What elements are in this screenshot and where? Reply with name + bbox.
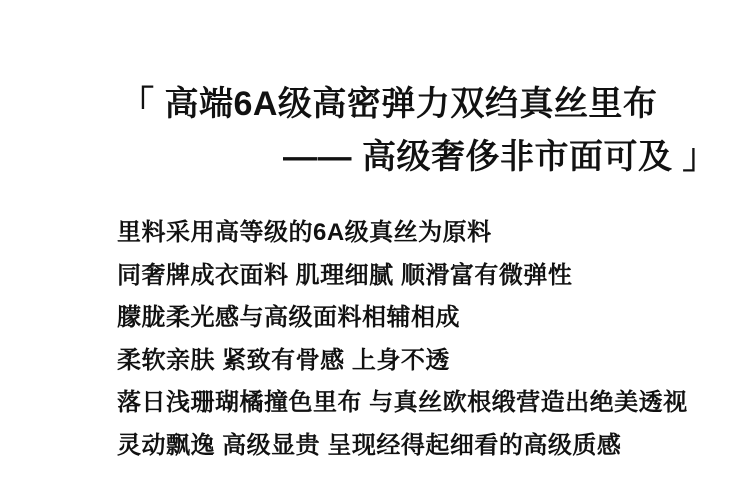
description-line-5: 落日浅珊瑚橘撞色里布 与真丝欧根缎营造出绝美透视 <box>117 389 688 416</box>
description-text <box>117 212 688 467</box>
headline <box>120 78 717 184</box>
description-line-1: 里料采用高等级的6A级真丝为原料 <box>117 219 492 246</box>
headline-line-1: 「 高端6A级高密弹力双绉真丝里布 <box>120 85 658 123</box>
description-line-2: 同奢牌成衣面料 肌理细腻 顺滑富有微弹性 <box>117 261 573 289</box>
description-line-6: 灵动飘逸 高级显贵 呈现经得起细看的高级质感 <box>117 431 622 459</box>
headline-line-2: —— 高级奢侈非市面可及 」 <box>283 138 717 176</box>
description-line-4: 柔软亲肤 紧致有骨感 上身不透 <box>117 346 450 374</box>
description-line-3: 朦胧柔光感与高级面料相辅相成 <box>117 304 460 331</box>
